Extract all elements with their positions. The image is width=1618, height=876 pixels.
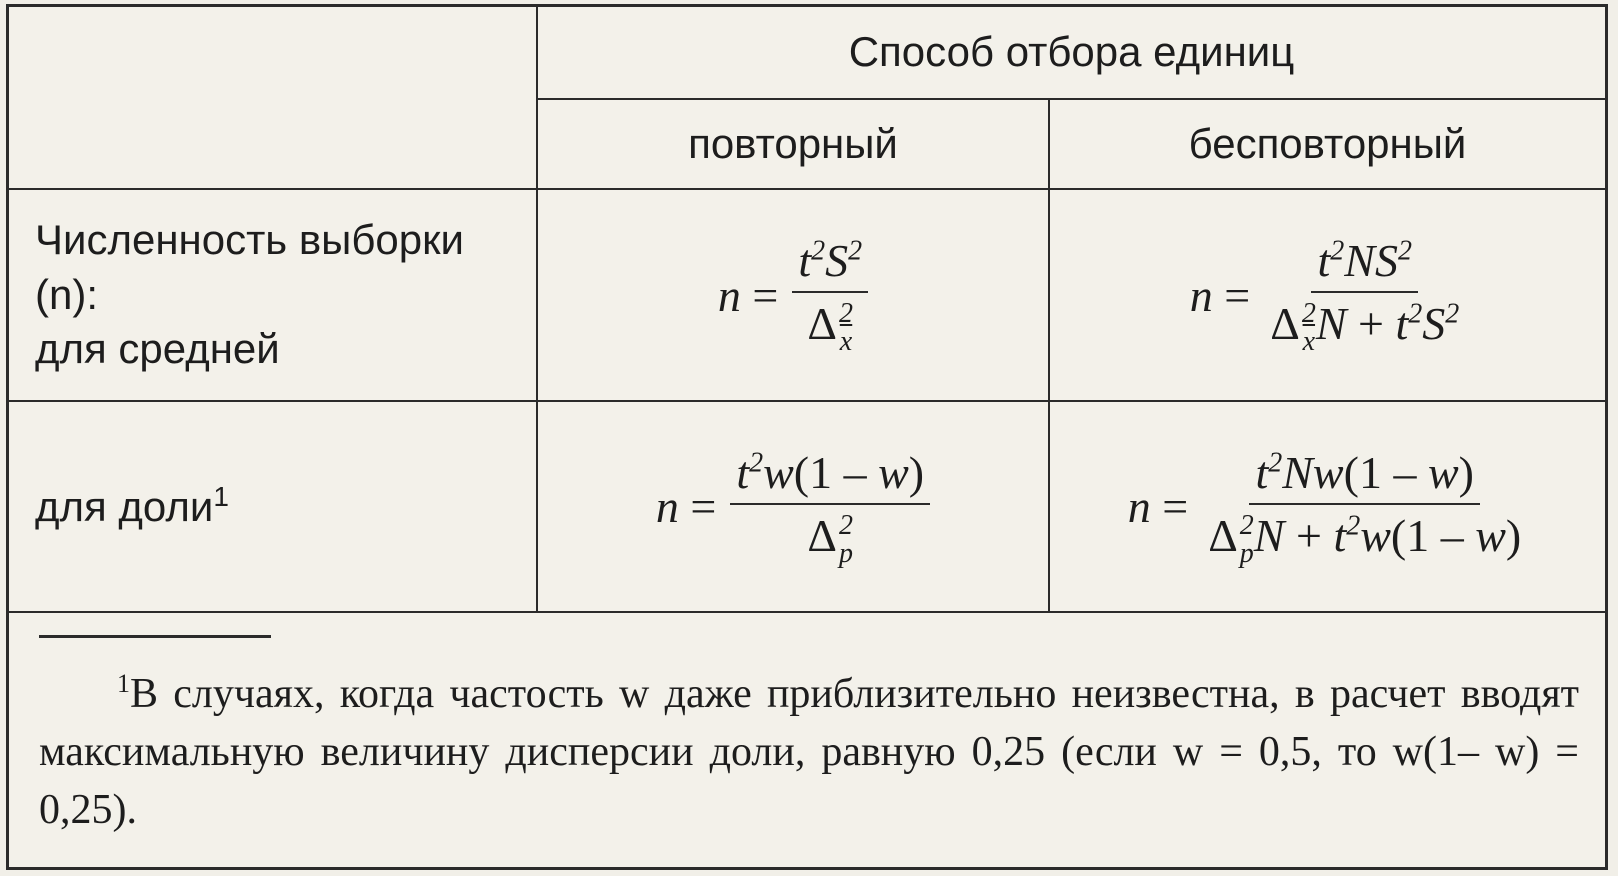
- row-label-mean-line3: для средней: [35, 325, 280, 373]
- formula-mean-nonrepeat-expr: n = $t^2NS^2$ Δ $\frac{2}{x}$ $N + t^2S^2$: [1189, 234, 1460, 358]
- formula-share-nonrepeat: [1049, 401, 1605, 612]
- formula-mean-nonrepeat: [1049, 189, 1605, 402]
- row-label-share-footnote-mark: 1: [213, 480, 229, 512]
- formula-share-repeat-expr: n = $t^2w(1 - w)$ Δ 2 p: [656, 446, 930, 568]
- document-sheet: [6, 4, 1608, 870]
- footnote-text: В случаях, когда частость w даже приблизительно неизвестна, в расчет вводят максимальную величину дисперсии доли, равную 0,25 (если w = 0,5, то w(1– w) = 0,25).: [39, 671, 1579, 833]
- footnote: [39, 655, 1579, 839]
- row-label-share: [9, 401, 537, 612]
- empty-corner-cell: [9, 7, 537, 189]
- header-sampling-method: Способ отбора единиц: [537, 7, 1605, 99]
- header-repeat: повторный: [537, 99, 1049, 189]
- row-label-mean-line2: (n):: [35, 270, 98, 318]
- footnote-mark: 1: [117, 669, 130, 698]
- header-nonrepeat: бесповторный: [1049, 99, 1605, 189]
- formula-mean-repeat-expr: n = $t^2S^2$ Δ $\frac{2}{x}$: [718, 234, 868, 356]
- row-label-mean-line1: Численность выборки: [35, 216, 464, 264]
- row-label-mean: [9, 189, 537, 402]
- formula-mean-repeat: [537, 189, 1049, 402]
- formula-share-repeat: [537, 401, 1049, 612]
- formula-share-nonrepeat-expr: n = $t^2Nw(1 - w)$ Δ 2 p $N + t^2w(1 - w)$: [1127, 446, 1522, 569]
- row-label-share-text: для доли: [35, 482, 214, 530]
- footnote-rule: [39, 635, 271, 638]
- formula-table: [9, 7, 1605, 613]
